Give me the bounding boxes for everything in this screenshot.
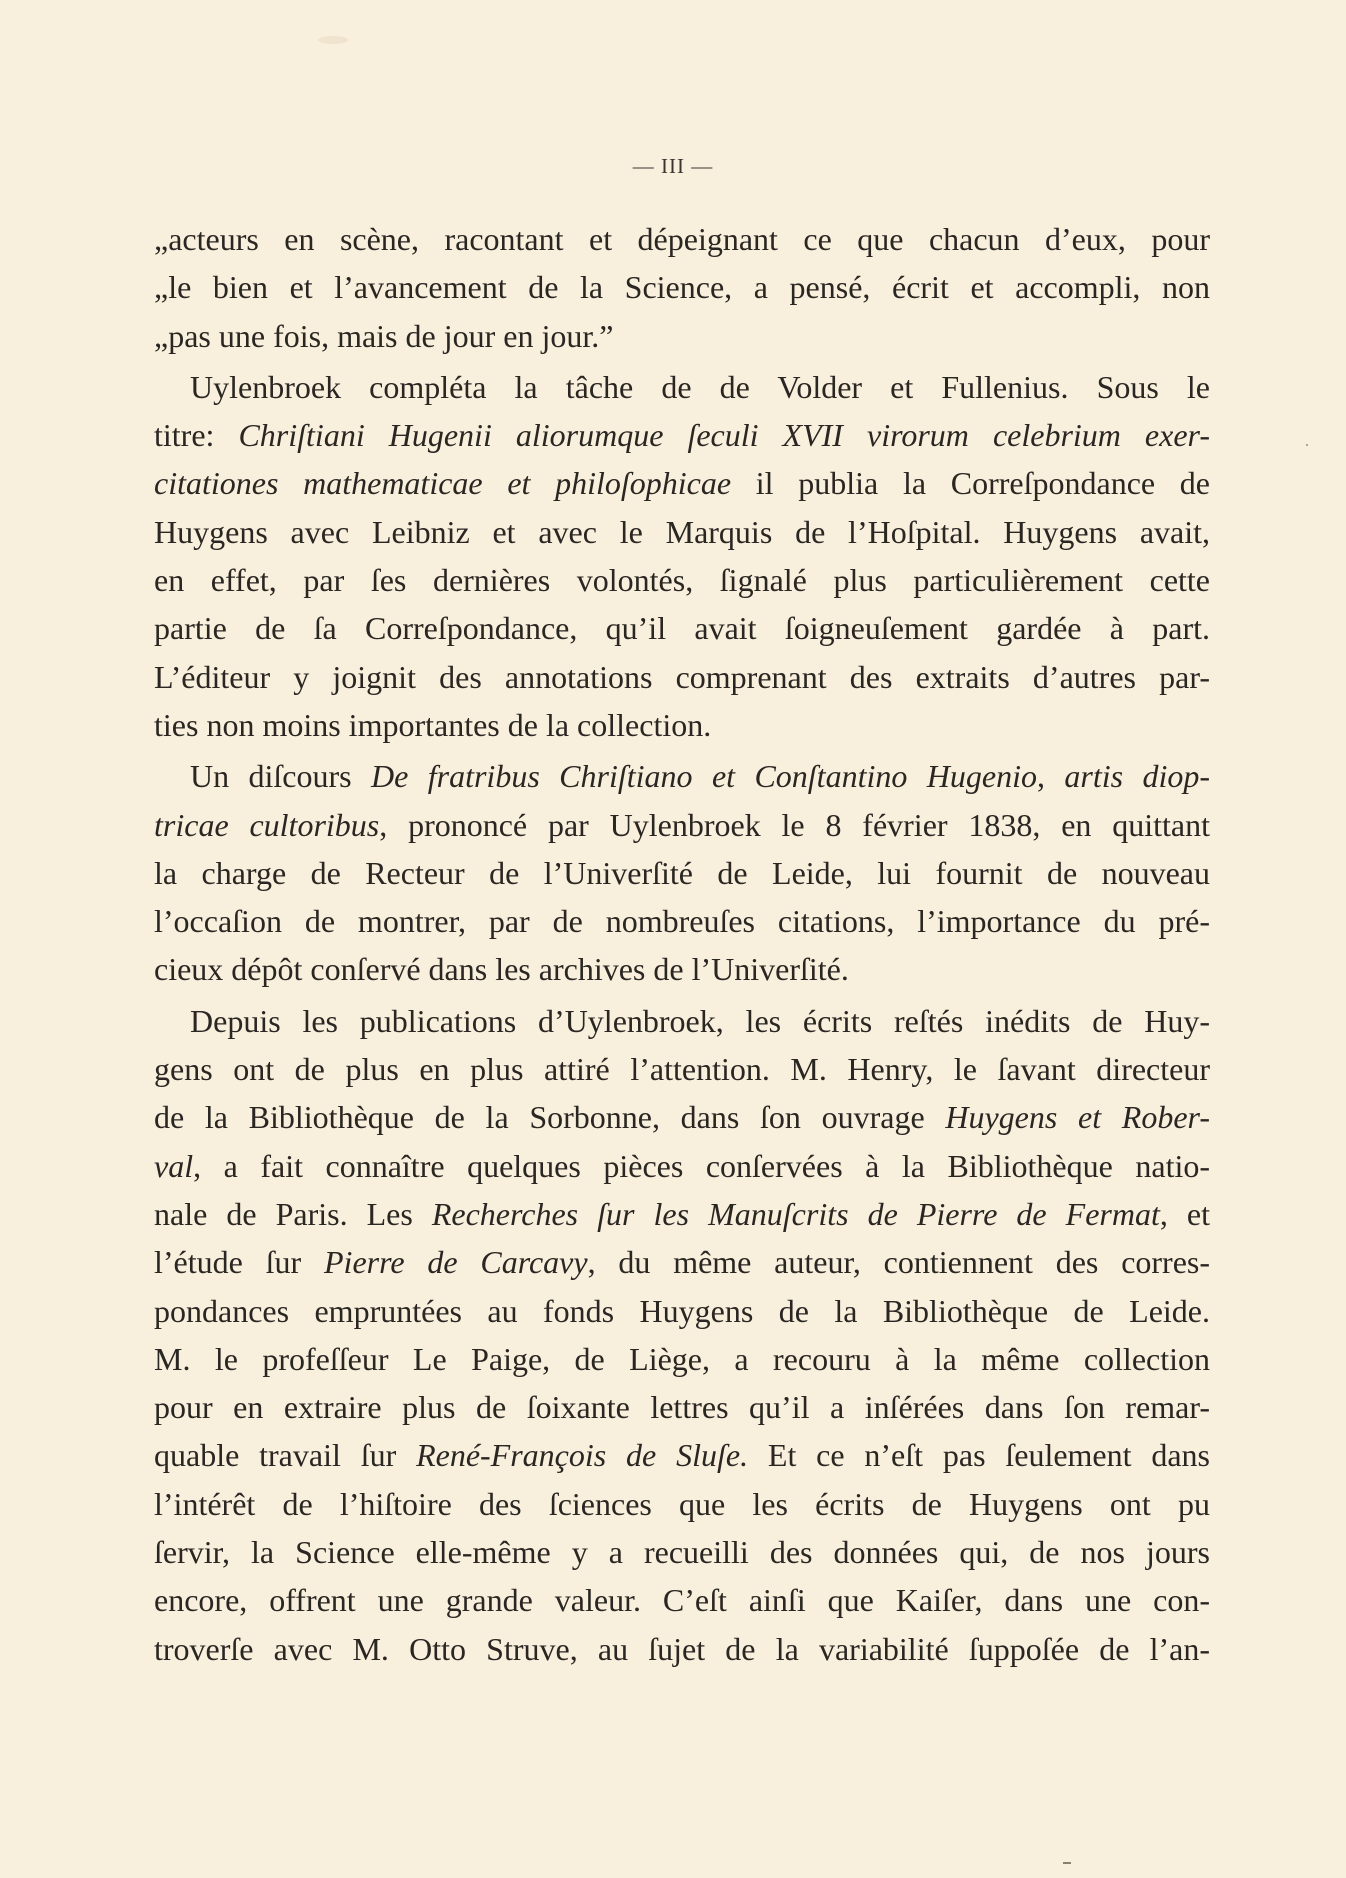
- text-line: [154, 897, 1210, 945]
- text-run: „pas une fois, mais de jour en jour.”: [154, 317, 614, 354]
- italic-text-run: René-François de Sluſe.: [416, 1437, 749, 1474]
- italic-text-run: val: [154, 1147, 194, 1184]
- text-run: Uylenbroek compléta la tâche de de Volder et Fullenius. Sous le: [190, 368, 1210, 405]
- text-line: [154, 459, 1210, 507]
- text-run: , prononcé par Uylenbroek le 8 février 1838, en quittant: [379, 806, 1210, 843]
- text-run: quable travail ſur: [154, 1437, 417, 1474]
- italic-text-run: Huygens et Rober-: [945, 1099, 1210, 1136]
- text-line: [154, 997, 1210, 1045]
- text-line: [154, 1528, 1210, 1576]
- text-line: [154, 215, 1210, 263]
- text-line: [154, 263, 1210, 311]
- italic-text-run: Recherches ſur les Manuſcrits de Pierre de Fermat: [431, 1195, 1160, 1232]
- text-line: [154, 1431, 1210, 1479]
- page-header: — III —: [632, 154, 714, 178]
- text-line: [154, 849, 1210, 897]
- text-run: „acteurs en scène, racontant et dépeignant ce que chacun d’eux, pour: [154, 221, 1210, 257]
- text-line: [154, 411, 1210, 459]
- text-run: l’intérêt de l’hiſtoire des ſciences que les écrits de Huygens ont pu: [154, 1485, 1210, 1522]
- text-run: Depuis les publications d’Uylenbroek, les écrits reſtés inédits de Huy-: [190, 1002, 1210, 1039]
- text-run: ſervir, la Science elle-même y a recueilli des données qui, de nos jours: [154, 1534, 1210, 1571]
- text-run: gens ont de plus en plus attiré l’attention. M. Henry, le ſavant directeur: [154, 1051, 1210, 1088]
- italic-text-run: Pierre de Carcavy: [324, 1244, 588, 1281]
- text-line: [154, 1335, 1210, 1383]
- italic-text-run: tricae cultoribus: [154, 806, 380, 843]
- text-line: [154, 701, 1210, 749]
- text-run: Huygens avec Leibniz et avec le Marquis de l’Hoſpital. Huygens avait,: [154, 513, 1210, 550]
- text-run: encore, offrent une grande valeur. C’eſt ainſi que Kaiſer, dans une con-: [154, 1582, 1210, 1619]
- text-line: [154, 945, 1210, 993]
- text-line: [154, 604, 1210, 652]
- text-run: Un diſcours: [190, 758, 372, 795]
- text-run: troverſe avec M. Otto Struve, au ſujet de la variabilité ſuppoſée de l’an-: [154, 1630, 1210, 1667]
- text-run: l’étude ſur: [154, 1244, 324, 1281]
- text-line: [154, 1190, 1210, 1238]
- text-run: ,: [1036, 758, 1065, 795]
- italic-text-run: Chriſtiani Hugenii aliorumque ſeculi XVII virorum celebrium exer-: [238, 417, 1210, 454]
- text-line: [154, 363, 1210, 411]
- text-run: pondances empruntées au fonds Huygens de la Bibliothèque de Leide.: [154, 1292, 1210, 1329]
- text-line: [154, 508, 1210, 556]
- body-text: [154, 215, 1210, 1673]
- text-line: [154, 556, 1210, 604]
- text-run: titre:: [154, 417, 239, 454]
- text-line: [154, 1287, 1210, 1335]
- text-line: [154, 1238, 1210, 1286]
- text-line: [154, 1142, 1210, 1190]
- text-line: [154, 1576, 1210, 1624]
- text-line: [154, 801, 1210, 849]
- text-run: de la Bibliothèque de la Sorbonne, dans ſon ouvrage: [154, 1099, 946, 1136]
- text-line: [154, 1480, 1210, 1528]
- text-line: [154, 312, 1210, 360]
- paper-smudge: [318, 36, 348, 44]
- text-line: [154, 752, 1210, 800]
- paper-mark: [1063, 1862, 1071, 1864]
- text-line: [154, 1045, 1210, 1093]
- text-run: , et: [1159, 1195, 1210, 1232]
- text-run: nale de Paris. Les: [154, 1195, 432, 1232]
- text-run: cieux dépôt conſervé dans les archives de l’Univerſité.: [154, 951, 849, 988]
- text-run: partie de ſa Correſpondance, qu’il avait ſoigneuſement gardée à part.: [154, 610, 1210, 647]
- text-line: [154, 653, 1210, 701]
- text-run: L’éditeur y joignit des annotations comprenant des extraits d’autres par-: [154, 658, 1210, 695]
- text-run: en effet, par ſes dernières volontés, ſignalé plus particulièrement cette: [154, 562, 1210, 599]
- text-run: , du même auteur, contiennent des corres-: [587, 1244, 1210, 1281]
- text-run: la charge de Recteur de l’Univerſité de Leide, lui fournit de nouveau: [154, 854, 1210, 891]
- italic-text-run: citationes mathematicae et philoſophicae: [154, 465, 732, 502]
- paper-speck: [1306, 444, 1308, 446]
- text-run: ties non moins importantes de la collection.: [154, 706, 712, 743]
- text-run: pour en extraire plus de ſoixante lettres qu’il a inſérées dans ſon remar-: [154, 1389, 1210, 1426]
- italic-text-run: De fratribus Chriſtiano et Conſtantino Hugenio: [371, 758, 1037, 795]
- text-run: l’occaſion de montrer, par de nombreuſes citations, l’importance du pré-: [154, 903, 1210, 940]
- text-run: „le bien et l’avancement de la Science, a pensé, écrit et accompli, non: [154, 269, 1210, 306]
- text-run: M. le profeſſeur Le Paige, de Liège, a recouru à la même collection: [154, 1340, 1210, 1377]
- text-line: [154, 1383, 1210, 1431]
- text-run: Et ce n’eſt pas ſeulement dans: [748, 1437, 1210, 1474]
- text-run: il publia la Correſpondance de: [731, 465, 1210, 502]
- italic-text-run: artis diop-: [1064, 758, 1210, 795]
- text-line: [154, 1093, 1210, 1141]
- text-run: , a fait connaître quelques pièces conſervées à la Bibliothèque natio-: [193, 1147, 1210, 1184]
- text-line: [154, 1625, 1210, 1673]
